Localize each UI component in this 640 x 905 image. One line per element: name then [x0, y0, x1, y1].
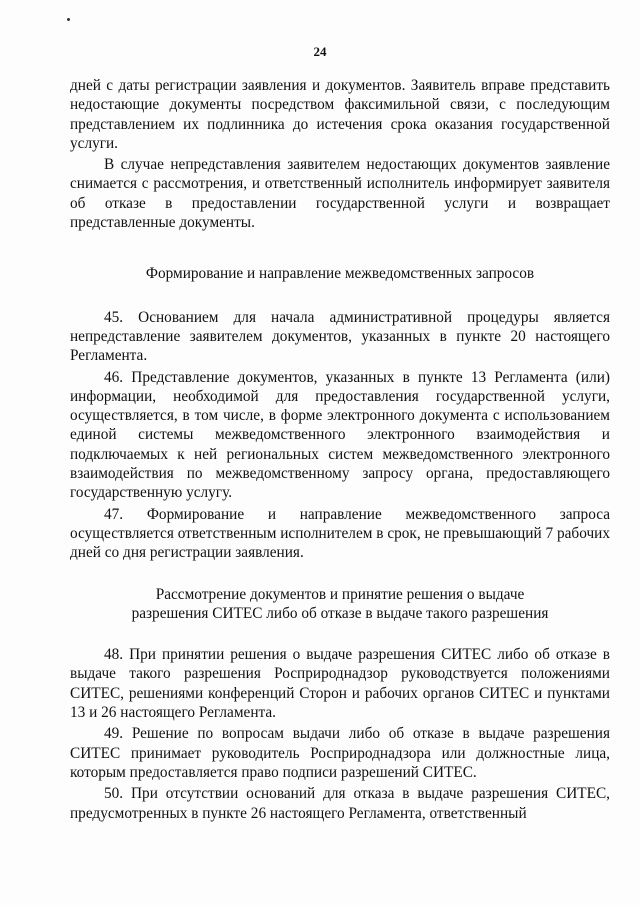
page-number: 24 [313, 44, 327, 59]
paragraph-continuation: дней с даты регистрации заявления и документов. Заявитель вправе представить недостающие документы посредством факсимильной связи, с последующим представлением их подлинника до истечения срока оказания государственной услуги. [70, 77, 610, 152]
paragraph-50: 50. При отсутствии оснований для отказа в выдаче разрешения СИТЕС, предусмотренных в пункте 26 настоящего Регламента, ответственный [70, 785, 610, 822]
paragraph-47: 47. Формирование и направление межведомственного запроса осуществляется ответственным исполнителем в срок, не превышающий 7 рабочих дней со дня регистрации заявления. [70, 505, 610, 562]
paragraph-45: 45. Основанием для начала административной процедуры является непредставление заявителем документов, указанных в пункте 20 настоящего Регламента. [70, 308, 610, 365]
section-heading-decision: Рассмотрение документов и принятие решения о выдаче разрешения СИТЕС либо об отказе в выдаче такого разрешения [131, 585, 549, 622]
paragraph-49: 49. Решение по вопросам выдачи либо об отказе в выдаче разрешения СИТЕС принимает руководитель Росприроднадзора или должностные лица, которым предоставляется право подписи разрешений СИТЕС. [70, 725, 610, 781]
scan-mark [67, 18, 70, 21]
document-body [70, 76, 610, 825]
paragraph-46: 46. Представление документов, указанных в пункте 13 Регламента (или) информации, необходимой для предоставления государственной услуги, осуществляется, в том числе, в форме электронного документа с использованием единой системы межведомственного электронного взаимодействия и подключаемых к ней региональных систем межведомственного электронного взаимодействия по межведомственному запросу органа, предоставляющего государственную услугу. [70, 368, 610, 502]
paragraph-non-submission: В случае непредставления заявителем недостающих документов заявление снимается с рассмотрения, и ответственный исполнитель информирует заявителя об отказе в предоставлении государственной услуги и возвращает представленные документы. [70, 156, 610, 232]
paragraph-48: 48. При принятии решения о выдаче разрешения СИТЕС либо об отказе в выдаче такого разрешения Росприроднадзор руководствуется положениями СИТЕС, решениями конференций Сторон и рабочих органов СИТЕС и пунктами 13 и 26 настоящего Регламента. [70, 646, 610, 722]
section-heading-interagency-requests: Формирование и направление межведомственных запросов [145, 265, 535, 283]
